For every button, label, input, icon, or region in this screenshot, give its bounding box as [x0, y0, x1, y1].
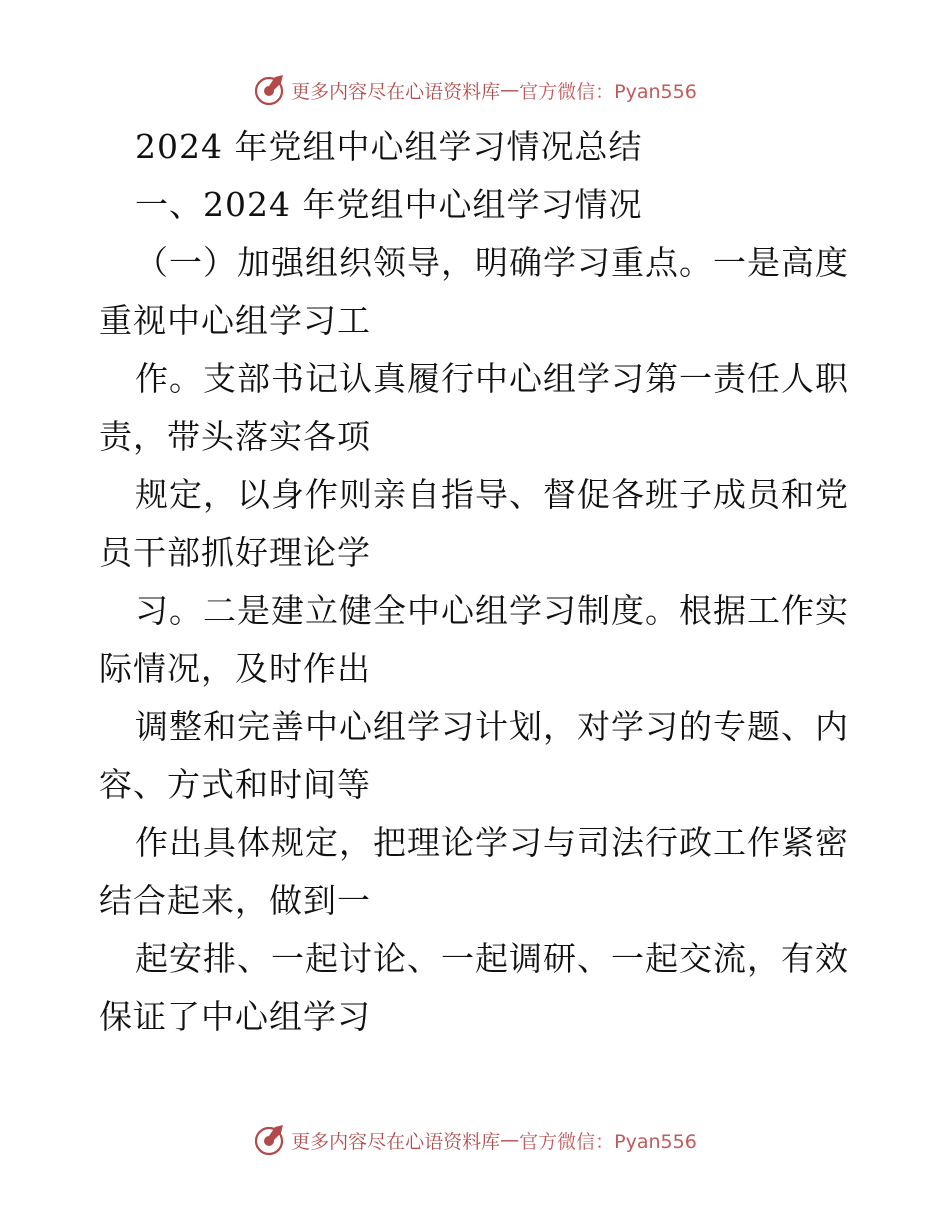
- paragraph-line: （一）加强组织领导，明确学习重点。一是高度: [135, 243, 849, 282]
- watermark-suffix: 官方微信：Pyan556: [519, 1130, 697, 1153]
- paragraph-line: 员干部抓好理论学: [99, 533, 371, 572]
- watermark-text: 更多内容尽在心语资料库: [291, 1130, 501, 1153]
- paragraph-line: 规定，以身作则亲自指导、督促各班子成员和党: [135, 475, 849, 514]
- paragraph-line: 容、方式和时间等: [99, 765, 371, 804]
- watermark-dash: —: [500, 79, 520, 101]
- paragraph-line: 保证了中心组学习: [99, 997, 371, 1036]
- paragraph-line: 起安排、一起讨论、一起调研、一起交流，有效: [135, 939, 849, 978]
- pen-logo-icon: [253, 1123, 287, 1157]
- paragraph-line: 作出具体规定，把理论学习与司法行政工作紧密: [135, 823, 849, 862]
- paragraph-line: 结合起来，做到一: [99, 881, 371, 920]
- watermark-text: 更多内容尽在心语资料库: [291, 80, 501, 103]
- paragraph-line: 重视中心组学习工: [99, 301, 371, 340]
- paragraph-line: 责，带头落实各项: [99, 417, 371, 456]
- paragraph-line: 际情况，及时作出: [99, 649, 371, 688]
- footer-watermark: [0, 1120, 950, 1160]
- pen-logo-icon: [253, 73, 287, 107]
- paragraph-line: 调整和完善中心组学习计划，对学习的专题、内: [135, 707, 849, 746]
- header-watermark: [0, 70, 950, 110]
- watermark-suffix: 官方微信：Pyan556: [519, 80, 697, 103]
- document-title: 2024 年党组中心组学习情况总结: [135, 127, 643, 166]
- section-heading: 一、2024 年党组中心组学习情况: [135, 185, 643, 224]
- watermark-dash: —: [500, 1129, 520, 1151]
- paragraph-line: 作。支部书记认真履行中心组学习第一责任人职: [135, 359, 849, 398]
- paragraph-line: 习。二是建立健全中心组学习制度。根据工作实: [135, 591, 849, 630]
